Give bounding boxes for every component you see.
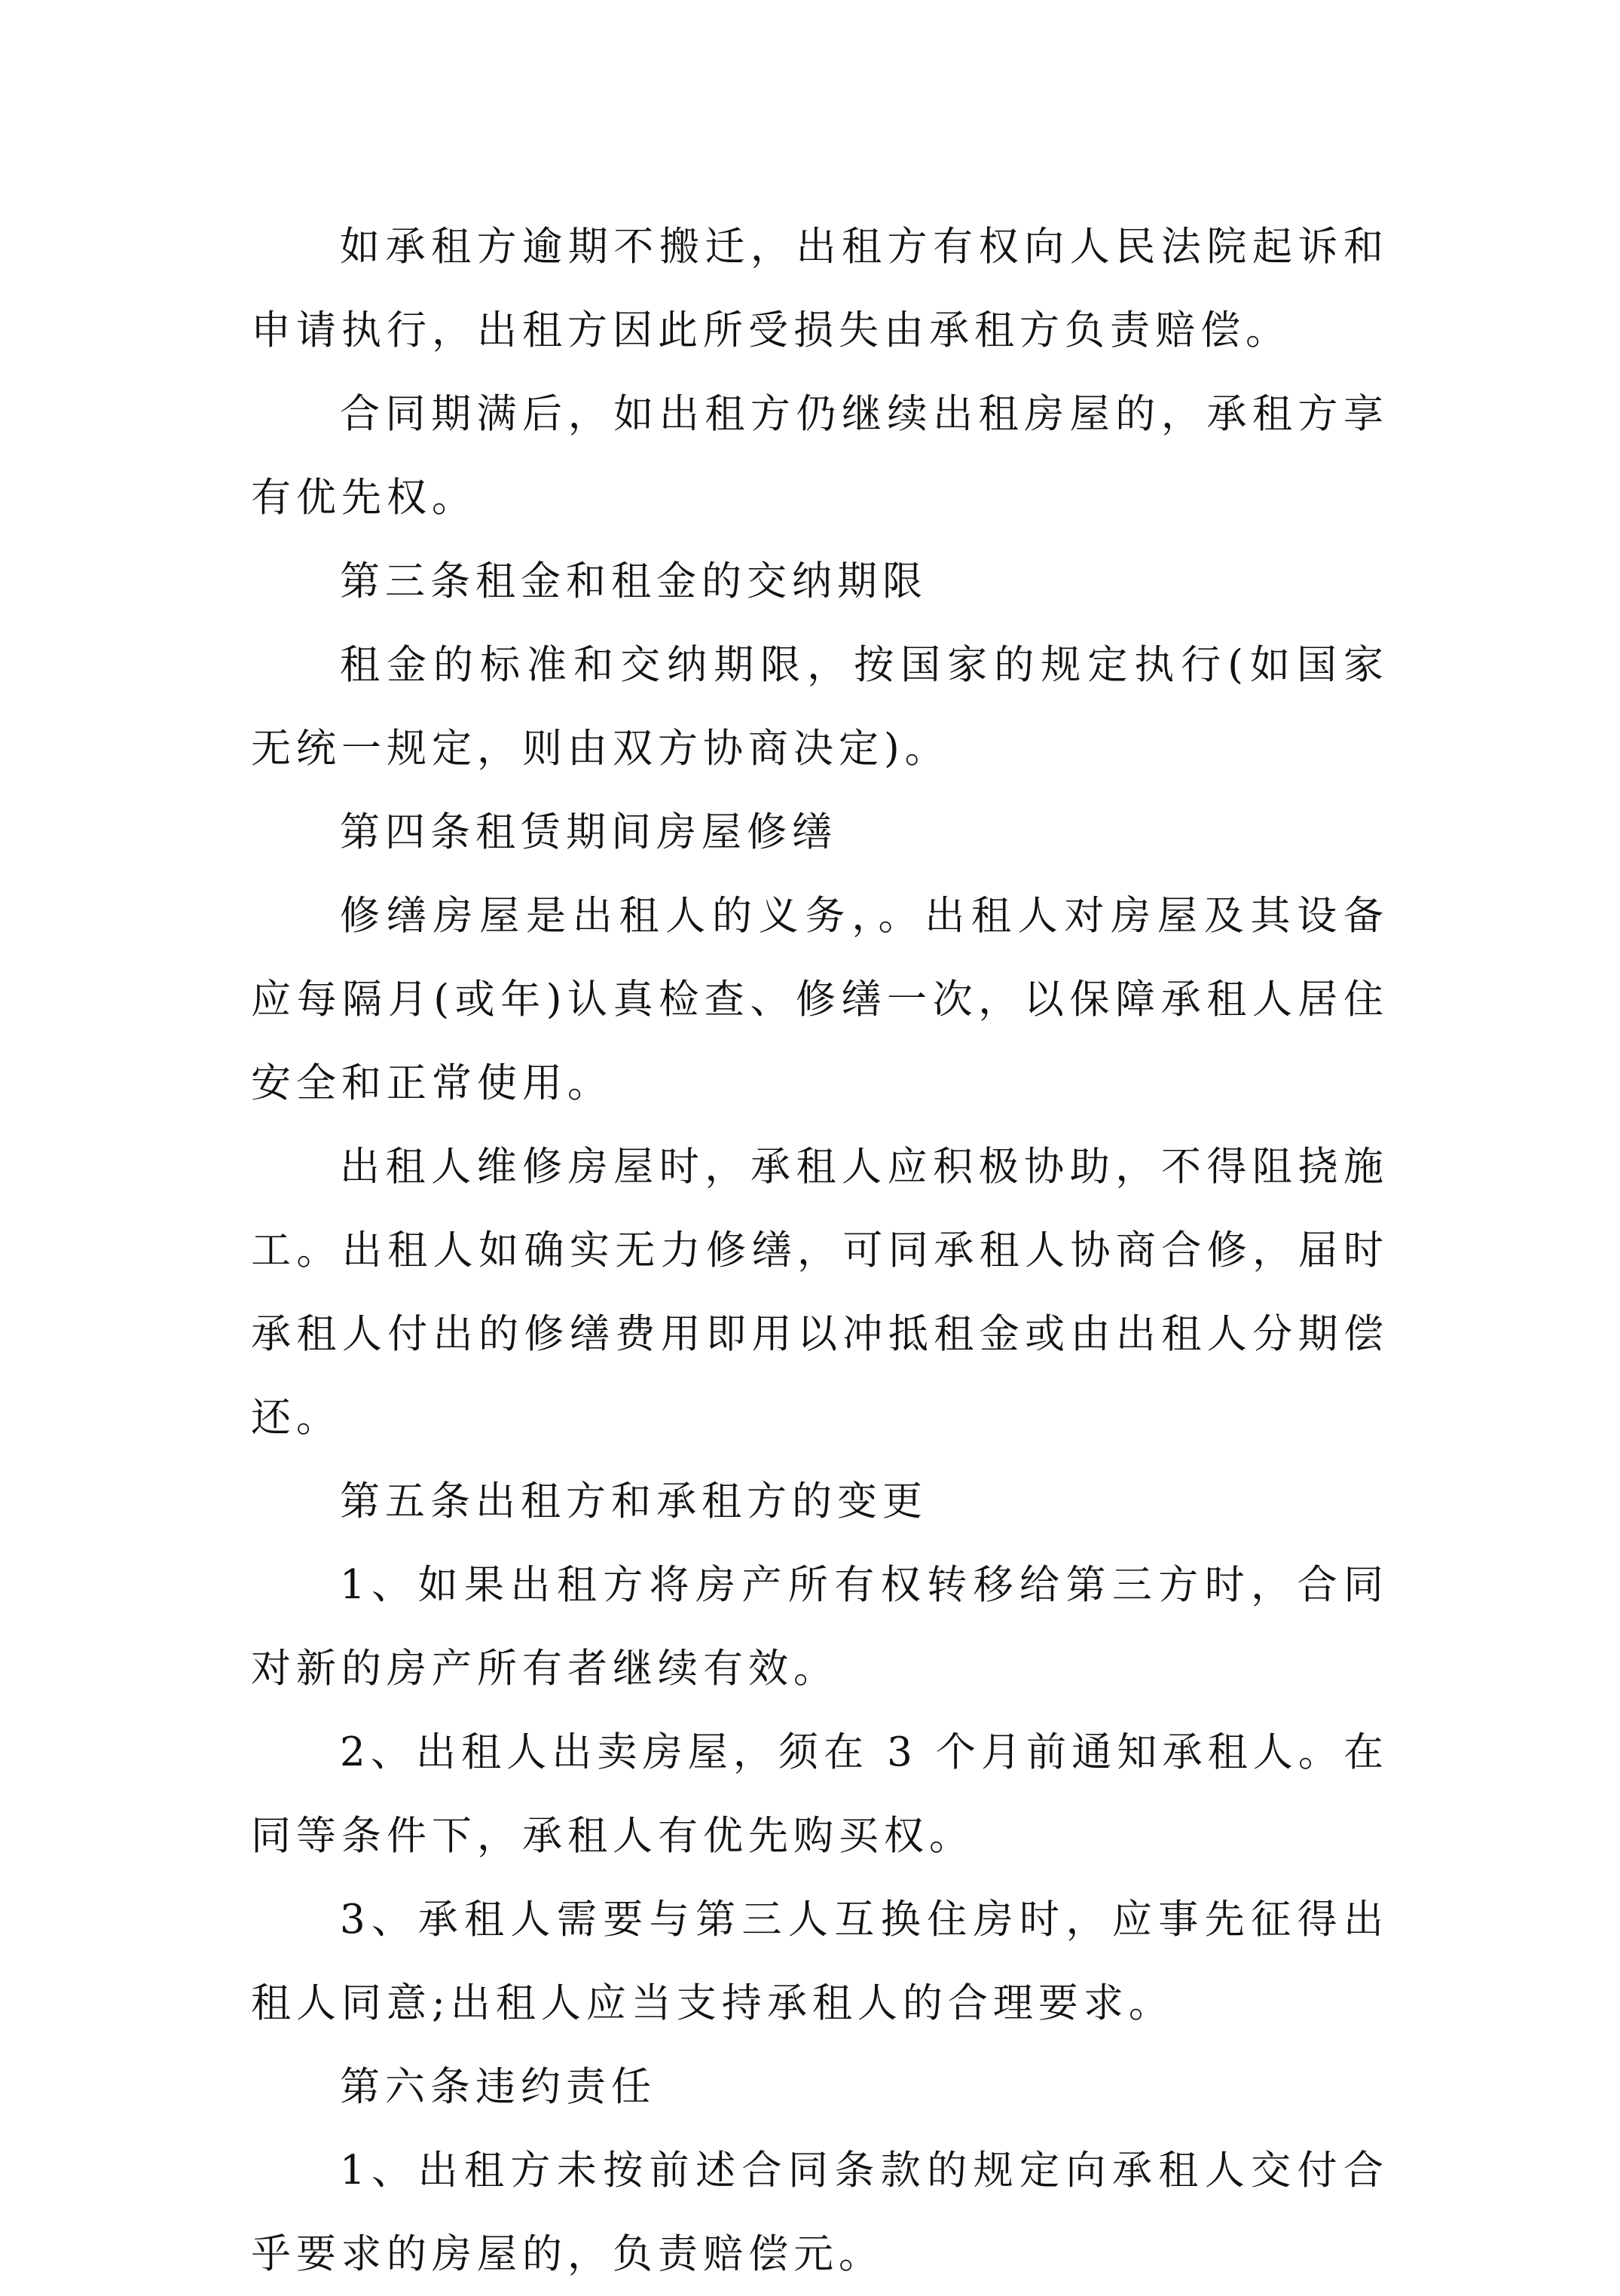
paragraph-repair-obligation: 修缮房屋是出租人的义务，。出租人对房屋及其设备应每隔月(或年)认真检查、修缮一次，以保障承租人居住安全和正常使用。 (251, 893, 1389, 1106)
document-body (251, 205, 1389, 2296)
paragraph-eviction-liability: 如承租方逾期不搬迁，出租方有权向人民法院起诉和申请执行，出租方因此所受损失由承租方负责赔偿。 (251, 224, 1389, 353)
paragraph-sale-notice: 2、出租人出卖房屋，须在 3 个月前通知承租人。在同等条件下，承租人有优先购买权。 (251, 1729, 1389, 1859)
paragraph-rent-standard: 租金的标准和交纳期限，按国家的规定执行(如国家无统一规定，则由双方协商决定)。 (251, 642, 1389, 772)
paragraph-ownership-transfer: 1、如果出租方将房产所有权转移给第三方时，合同对新的房产所有者继续有效。 (251, 1562, 1389, 1692)
section-heading-article-6: 第六条违约责任 (340, 2064, 656, 2110)
section-heading-article-4: 第四条租赁期间房屋修缮 (340, 809, 837, 855)
paragraph-breach-compensation: 1、出租方未按前述合同条款的规定向承租人交付合乎要求的房屋的，负责赔偿元。 (251, 2148, 1389, 2277)
section-heading-article-5: 第五条出租方和承租方的变更 (340, 1478, 928, 1524)
paragraph-repair-cooperation: 出租人维修房屋时，承租人应积极协助，不得阻挠施工。出租人如确实无力修缮，可同承租人协商合修，届时承租人付出的修缮费用即用以冲抵租金或由出租人分期偿还。 (251, 1144, 1389, 1441)
section-heading-article-3: 第三条租金和租金的交纳期限 (340, 558, 928, 604)
paragraph-house-exchange: 3、承租人需要与第三人互换住房时，应事先征得出租人同意;出租人应当支持承租人的合理要求。 (251, 1897, 1389, 2026)
paragraph-priority-right: 合同期满后，如出租方仍继续出租房屋的，承租方享有优先权。 (251, 391, 1389, 521)
